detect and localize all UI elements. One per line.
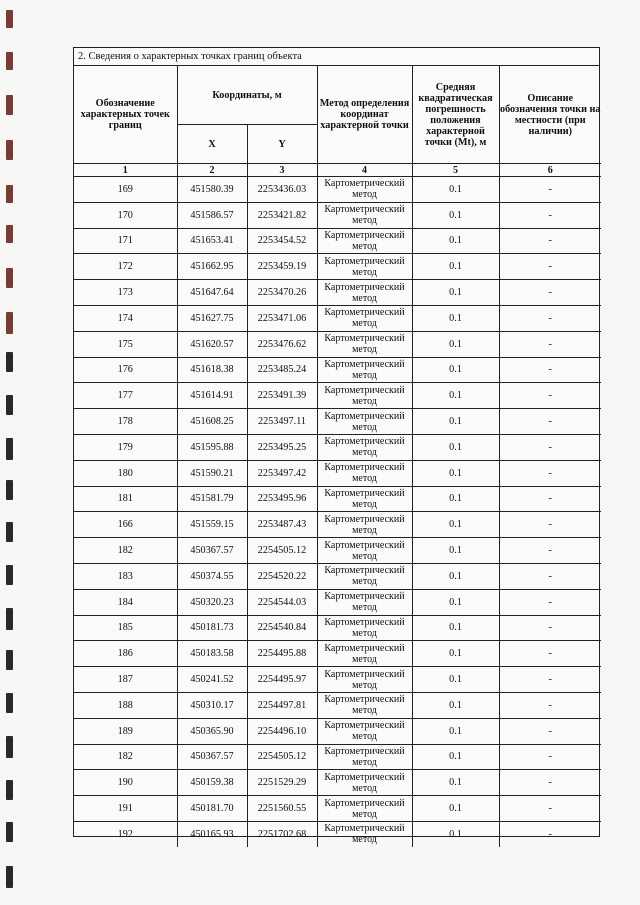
table-row [74, 667, 601, 693]
table-row [74, 383, 601, 409]
x-coordinate-cell: 450181.73 [177, 615, 247, 641]
method-cell: Картометрический метод [317, 821, 412, 846]
binding-mark [6, 395, 13, 415]
y-coordinate-cell: 2253471.06 [247, 305, 317, 331]
mt-cell: 0.1 [412, 667, 499, 693]
x-coordinate-cell: 450165.93 [177, 821, 247, 846]
mt-cell: 0.1 [412, 589, 499, 615]
method-cell: Картометрический метод [317, 486, 412, 512]
y-coordinate-cell: 2253459.19 [247, 254, 317, 280]
point-id-cell: 173 [74, 280, 177, 306]
table-row [74, 563, 601, 589]
x-coordinate-cell: 450374.55 [177, 563, 247, 589]
description-cell: - [499, 718, 601, 744]
y-coordinate-cell: 2253487.43 [247, 512, 317, 538]
mt-cell: 0.1 [412, 202, 499, 228]
point-id-cell: 178 [74, 409, 177, 435]
y-coordinate-cell: 2254496.10 [247, 718, 317, 744]
y-coordinate-cell: 2253495.96 [247, 486, 317, 512]
point-id-cell: 169 [74, 177, 177, 203]
description-cell: - [499, 177, 601, 203]
binding-mark [6, 480, 13, 500]
mt-cell: 0.1 [412, 512, 499, 538]
point-id-cell: 171 [74, 228, 177, 254]
table-row [74, 692, 601, 718]
method-cell: Картометрический метод [317, 228, 412, 254]
y-coordinate-cell: 2254495.88 [247, 641, 317, 667]
x-coordinate-cell: 451647.64 [177, 280, 247, 306]
x-coordinate-cell: 451580.39 [177, 177, 247, 203]
point-id-cell: 176 [74, 357, 177, 383]
method-cell: Картометрический метод [317, 357, 412, 383]
y-coordinate-cell: 2253491.39 [247, 383, 317, 409]
y-coordinate-cell: 2254520.22 [247, 563, 317, 589]
x-coordinate-cell: 451627.75 [177, 305, 247, 331]
mt-cell: 0.1 [412, 796, 499, 822]
y-coordinate-cell: 2254495.97 [247, 667, 317, 693]
point-id-cell: 174 [74, 305, 177, 331]
point-id-cell: 188 [74, 692, 177, 718]
description-cell: - [499, 615, 601, 641]
x-coordinate-cell: 451620.57 [177, 331, 247, 357]
mt-cell: 0.1 [412, 177, 499, 203]
table-row [74, 280, 601, 306]
x-coordinate-cell: 450365.90 [177, 718, 247, 744]
mt-cell: 0.1 [412, 486, 499, 512]
method-cell: Картометрический метод [317, 254, 412, 280]
mt-cell: 0.1 [412, 718, 499, 744]
description-cell: - [499, 305, 601, 331]
y-coordinate-cell: 2253495.25 [247, 434, 317, 460]
method-cell: Картометрический метод [317, 589, 412, 615]
header-description: Описание обозначения точки на местности (при наличии) [499, 66, 601, 164]
binding-mark [6, 822, 13, 842]
description-cell: - [499, 667, 601, 693]
y-coordinate-cell: 2254497.81 [247, 692, 317, 718]
header-coordinates: Координаты, м [177, 66, 317, 125]
column-number: 4 [317, 164, 412, 177]
binding-mark [6, 95, 13, 115]
header-y: Y [247, 125, 317, 164]
method-cell: Картометрический метод [317, 434, 412, 460]
binding-mark [6, 866, 13, 888]
y-coordinate-cell: 2251529.29 [247, 770, 317, 796]
mt-cell: 0.1 [412, 641, 499, 667]
mt-cell: 0.1 [412, 383, 499, 409]
mt-cell: 0.1 [412, 331, 499, 357]
mt-cell: 0.1 [412, 692, 499, 718]
header-point-designation: Обозначение характерных точек границ [74, 66, 177, 164]
y-coordinate-cell: 2254544.03 [247, 589, 317, 615]
description-cell: - [499, 460, 601, 486]
x-coordinate-cell: 450310.17 [177, 692, 247, 718]
binding-mark [6, 225, 13, 243]
y-coordinate-cell: 2253485.24 [247, 357, 317, 383]
y-coordinate-cell: 2253497.11 [247, 409, 317, 435]
method-cell: Картометрический метод [317, 744, 412, 770]
column-number: 6 [499, 164, 601, 177]
mt-cell: 0.1 [412, 563, 499, 589]
method-cell: Картометрический метод [317, 305, 412, 331]
table-row [74, 796, 601, 822]
point-id-cell: 184 [74, 589, 177, 615]
y-coordinate-cell: 2254540.84 [247, 615, 317, 641]
method-cell: Картометрический метод [317, 641, 412, 667]
binding-mark [6, 650, 13, 670]
method-cell: Картометрический метод [317, 331, 412, 357]
point-id-cell: 172 [74, 254, 177, 280]
method-cell: Картометрический метод [317, 280, 412, 306]
description-cell: - [499, 486, 601, 512]
table-row [74, 434, 601, 460]
description-cell: - [499, 538, 601, 564]
method-cell: Картометрический метод [317, 409, 412, 435]
mt-cell: 0.1 [412, 460, 499, 486]
binding-mark [6, 185, 13, 203]
y-coordinate-cell: 2253421.82 [247, 202, 317, 228]
description-cell: - [499, 770, 601, 796]
table-row [74, 744, 601, 770]
mt-cell: 0.1 [412, 357, 499, 383]
description-cell: - [499, 641, 601, 667]
x-coordinate-cell: 450183.58 [177, 641, 247, 667]
binding-edge-marks [6, 0, 20, 905]
method-cell: Картометрический метод [317, 770, 412, 796]
method-cell: Картометрический метод [317, 383, 412, 409]
point-id-cell: 175 [74, 331, 177, 357]
x-coordinate-cell: 451653.41 [177, 228, 247, 254]
binding-mark [6, 10, 13, 28]
y-coordinate-cell: 2253436.03 [247, 177, 317, 203]
table-row [74, 641, 601, 667]
x-coordinate-cell: 451595.88 [177, 434, 247, 460]
y-coordinate-cell: 2251560.55 [247, 796, 317, 822]
binding-mark [6, 565, 13, 585]
description-cell: - [499, 357, 601, 383]
point-id-cell: 183 [74, 563, 177, 589]
mt-cell: 0.1 [412, 305, 499, 331]
header-mean-square-error: Средняя квадратическая погрешность положения характерной точки (Mt), м [412, 66, 499, 164]
description-cell: - [499, 409, 601, 435]
x-coordinate-cell: 451618.38 [177, 357, 247, 383]
description-cell: - [499, 254, 601, 280]
point-id-cell: 179 [74, 434, 177, 460]
point-id-cell: 190 [74, 770, 177, 796]
method-cell: Картометрический метод [317, 460, 412, 486]
mt-cell: 0.1 [412, 228, 499, 254]
description-cell: - [499, 280, 601, 306]
table-row [74, 589, 601, 615]
method-cell: Картометрический метод [317, 692, 412, 718]
x-coordinate-cell: 451581.79 [177, 486, 247, 512]
binding-mark [6, 52, 13, 70]
point-id-cell: 192 [74, 821, 177, 846]
description-cell: - [499, 821, 601, 846]
point-id-cell: 180 [74, 460, 177, 486]
mt-cell: 0.1 [412, 254, 499, 280]
point-id-cell: 191 [74, 796, 177, 822]
description-cell: - [499, 796, 601, 822]
table-row [74, 177, 601, 203]
y-coordinate-cell: 2251702.68 [247, 821, 317, 846]
method-cell: Картометрический метод [317, 667, 412, 693]
table-row [74, 615, 601, 641]
method-cell: Картометрический метод [317, 615, 412, 641]
binding-mark [6, 352, 13, 372]
table-row [74, 254, 601, 280]
binding-mark [6, 312, 13, 334]
point-id-cell: 189 [74, 718, 177, 744]
description-cell: - [499, 512, 601, 538]
y-coordinate-cell: 2253476.62 [247, 331, 317, 357]
description-cell: - [499, 692, 601, 718]
table-row [74, 357, 601, 383]
table-row [74, 331, 601, 357]
binding-mark [6, 736, 13, 758]
table-row [74, 538, 601, 564]
method-cell: Картометрический метод [317, 512, 412, 538]
point-id-cell: 181 [74, 486, 177, 512]
description-cell: - [499, 202, 601, 228]
table-row [74, 486, 601, 512]
binding-mark [6, 268, 13, 288]
table-row [74, 512, 601, 538]
y-coordinate-cell: 2253497.42 [247, 460, 317, 486]
mt-cell: 0.1 [412, 538, 499, 564]
x-coordinate-cell: 451614.91 [177, 383, 247, 409]
table-row [74, 460, 601, 486]
header-x: X [177, 125, 247, 164]
point-id-cell: 187 [74, 667, 177, 693]
mt-cell: 0.1 [412, 770, 499, 796]
method-cell: Картометрический метод [317, 563, 412, 589]
method-cell: Картометрический метод [317, 718, 412, 744]
description-cell: - [499, 434, 601, 460]
table-row [74, 718, 601, 744]
column-number: 2 [177, 164, 247, 177]
description-cell: - [499, 228, 601, 254]
binding-mark [6, 693, 13, 713]
point-id-cell: 166 [74, 512, 177, 538]
boundary-points-table [74, 66, 601, 847]
x-coordinate-cell: 450241.52 [177, 667, 247, 693]
mt-cell: 0.1 [412, 821, 499, 846]
method-cell: Картометрический метод [317, 796, 412, 822]
mt-cell: 0.1 [412, 280, 499, 306]
mt-cell: 0.1 [412, 434, 499, 460]
column-number: 3 [247, 164, 317, 177]
description-cell: - [499, 383, 601, 409]
header-method: Метод определения координат характерной точки [317, 66, 412, 164]
x-coordinate-cell: 451586.57 [177, 202, 247, 228]
binding-mark [6, 438, 13, 460]
section-title: 2. Сведения о характерных точках границ объекта [74, 48, 599, 66]
x-coordinate-cell: 450181.70 [177, 796, 247, 822]
description-cell: - [499, 589, 601, 615]
point-id-cell: 177 [74, 383, 177, 409]
x-coordinate-cell: 450159.38 [177, 770, 247, 796]
x-coordinate-cell: 451559.15 [177, 512, 247, 538]
method-cell: Картометрический метод [317, 177, 412, 203]
method-cell: Картометрический метод [317, 202, 412, 228]
point-id-cell: 170 [74, 202, 177, 228]
y-coordinate-cell: 2253454.52 [247, 228, 317, 254]
boundary-points-sheet [73, 47, 601, 846]
y-coordinate-cell: 2253470.26 [247, 280, 317, 306]
table-row [74, 409, 601, 435]
point-id-cell: 186 [74, 641, 177, 667]
table-row [74, 770, 601, 796]
mt-cell: 0.1 [412, 409, 499, 435]
column-number: 5 [412, 164, 499, 177]
table-row [74, 305, 601, 331]
point-id-cell: 185 [74, 615, 177, 641]
description-cell: - [499, 331, 601, 357]
binding-mark [6, 608, 13, 630]
binding-mark [6, 780, 13, 800]
description-cell: - [499, 563, 601, 589]
table-row [74, 228, 601, 254]
table-row [74, 202, 601, 228]
table-row [74, 821, 601, 846]
x-coordinate-cell: 450367.57 [177, 538, 247, 564]
x-coordinate-cell: 450367.57 [177, 744, 247, 770]
binding-mark [6, 140, 13, 160]
mt-cell: 0.1 [412, 615, 499, 641]
mt-cell: 0.1 [412, 744, 499, 770]
y-coordinate-cell: 2254505.12 [247, 744, 317, 770]
point-id-cell: 182 [74, 538, 177, 564]
y-coordinate-cell: 2254505.12 [247, 538, 317, 564]
column-number: 1 [74, 164, 177, 177]
description-cell: - [499, 744, 601, 770]
method-cell: Картометрический метод [317, 538, 412, 564]
x-coordinate-cell: 450320.23 [177, 589, 247, 615]
x-coordinate-cell: 451608.25 [177, 409, 247, 435]
binding-mark [6, 522, 13, 542]
x-coordinate-cell: 451590.21 [177, 460, 247, 486]
x-coordinate-cell: 451662.95 [177, 254, 247, 280]
point-id-cell: 182 [74, 744, 177, 770]
